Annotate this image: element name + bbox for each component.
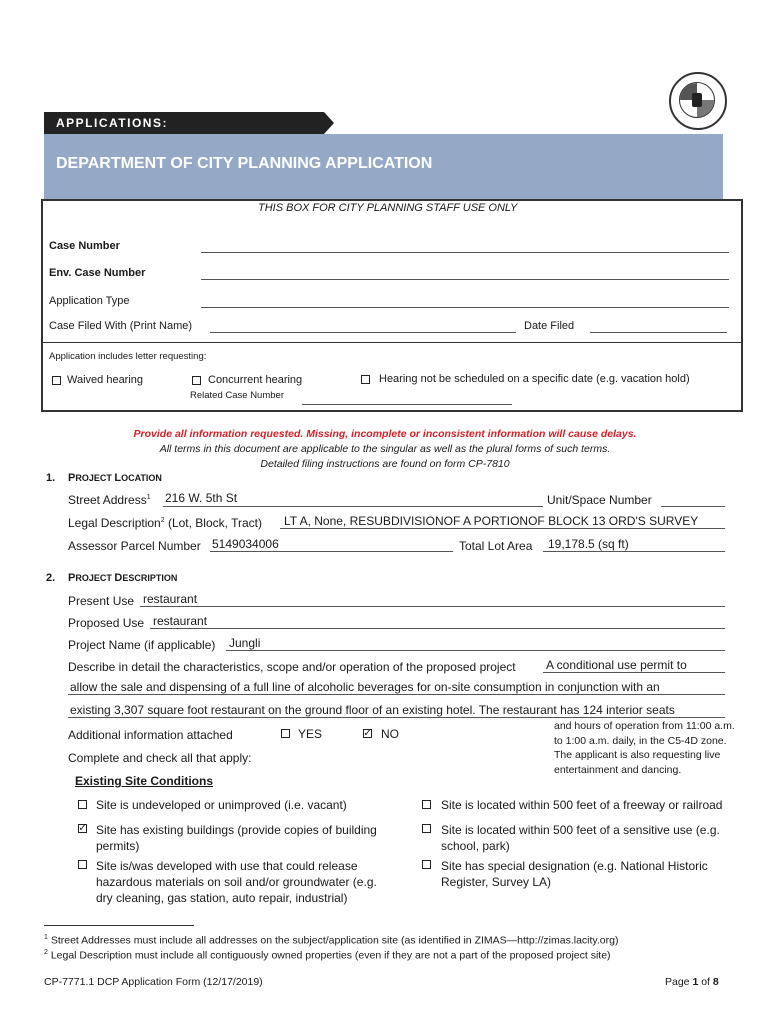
- apn-field: [210, 551, 453, 552]
- unit-space-label: Unit/Space Number: [547, 493, 652, 507]
- footnote-divider: [44, 925, 194, 926]
- env-case-number-label: Env. Case Number: [49, 267, 146, 279]
- street-address-field: [163, 506, 543, 507]
- waived-hearing-label: Waived hearing: [67, 374, 144, 386]
- case-number-label: Case Number: [49, 240, 120, 252]
- describe-field-2: [68, 694, 725, 695]
- describe-line-2[interactable]: allow the sale and dispensing of a full line of alcoholic beverages for on-site consumption in conjunction with an: [70, 680, 660, 694]
- condition-checkbox[interactable]: [422, 824, 431, 833]
- page-number: Page 1 of 8: [665, 976, 719, 988]
- instructions-notice: Detailed filing instructions are found on form CP-7810: [260, 458, 510, 470]
- case-filed-with-field[interactable]: [210, 332, 516, 333]
- unit-space-field[interactable]: [661, 506, 725, 507]
- case-filed-with-label: Case Filed With (Print Name): [49, 320, 193, 332]
- street-address-label: Street Address$^1$: [68, 493, 151, 507]
- present-use-label: Present Use: [68, 594, 135, 608]
- concurrent-hearing-checkbox[interactable]: [192, 376, 201, 385]
- condition-freeway: Site is located within 500 feet of a freeway or railroad: [441, 798, 723, 812]
- project-name-field: [226, 650, 725, 651]
- footnote-2: $^2$ Legal Description must include all contiguously owned properties (even if they are not a part of the proposed project site): [44, 949, 611, 962]
- date-filed-field[interactable]: [590, 332, 727, 333]
- proposed-use-label: Proposed Use: [68, 616, 145, 630]
- street-address-value[interactable]: 216 W. 5th St: [165, 491, 238, 505]
- legal-description-field: [280, 528, 725, 529]
- describe-label: Describe in detail the characteristics, scope and/or operation of the proposed project: [68, 660, 516, 674]
- lot-area-value[interactable]: 19,178.5 (sq ft): [548, 537, 629, 551]
- city-seal-icon: [669, 72, 727, 130]
- describe-line-3[interactable]: existing 3,307 square foot restaurant on the ground floor of an existing hotel. The restaurant has 124 interior seats: [70, 703, 675, 717]
- complete-check-label: Complete and check all that apply:: [68, 751, 252, 765]
- concurrent-hearing-label: Concurrent hearing: [208, 374, 303, 386]
- describe-line-1[interactable]: A conditional use permit to: [546, 658, 687, 672]
- additional-info-no-checkbox[interactable]: [363, 729, 372, 738]
- warning-notice: Provide all information requested. Missing, incomplete or inconsistent information will cause delays.: [133, 428, 637, 440]
- describe-overflow: and hours of operation from 11:00 a.m. to 1:00 a.m. daily, in the C5-4D zone. The applicant is also requesting live entertainment and dancing.: [554, 720, 735, 776]
- application-type-label: Application Type: [49, 295, 130, 307]
- section-1-number: 1.: [46, 472, 56, 484]
- terms-notice: All terms in this document are applicable to the singular as well as the plural forms of such terms.: [159, 443, 611, 455]
- present-use-field: [140, 606, 725, 607]
- condition-hazardous: Site is/was developed with use that could release hazardous materials on soil and/or groundwater (e.g. dry cleaning, gas station, auto repair, industrial): [96, 859, 377, 905]
- case-number-field[interactable]: [201, 252, 729, 253]
- section-1-title: PROJECT LOCATION: [68, 472, 162, 484]
- condition-checkbox[interactable]: [78, 800, 87, 809]
- related-case-number-label: Related Case Number: [190, 390, 284, 401]
- condition-undeveloped: Site is undeveloped or unimproved (i.e. vacant): [96, 798, 347, 812]
- checkmark-icon: ✓: [78, 823, 87, 834]
- section-2-title: PROJECT DESCRIPTION: [68, 572, 178, 584]
- page-title: DEPARTMENT OF CITY PLANNING APPLICATION: [56, 155, 433, 172]
- additional-info-label: Additional information attached: [68, 728, 233, 742]
- env-case-number-field[interactable]: [201, 279, 729, 280]
- project-name-value[interactable]: Jungli: [229, 636, 261, 650]
- no-label: NO: [381, 727, 399, 741]
- proposed-use-value[interactable]: restaurant: [153, 614, 208, 628]
- staff-box-heading: THIS BOX FOR CITY PLANNING STAFF USE ONLY: [258, 202, 518, 214]
- yes-label: YES: [298, 727, 323, 741]
- waived-hearing-checkbox[interactable]: [52, 376, 61, 385]
- date-filed-label: Date Filed: [524, 320, 575, 332]
- condition-checkbox[interactable]: [78, 824, 87, 833]
- lot-area-field: [543, 551, 725, 552]
- describe-field-1: [543, 672, 725, 673]
- staff-box-divider: [43, 342, 741, 343]
- checkmark-icon: ✓: [363, 728, 372, 739]
- hearing-not-scheduled-checkbox[interactable]: [361, 375, 370, 384]
- describe-field-3: [68, 717, 725, 718]
- apn-value[interactable]: 5149034006: [212, 537, 279, 551]
- condition-checkbox[interactable]: [422, 800, 431, 809]
- condition-special-designation: Site has special designation (e.g. National Historic Register, Survey LA): [441, 859, 708, 889]
- existing-conditions-heading: Existing Site Conditions: [75, 774, 214, 788]
- footnote-1: $^1$ Street Addresses must include all addresses on the subject/application site (as identified in ZIMAS—http://zimas.lacity.org): [44, 934, 619, 947]
- additional-info-yes-checkbox[interactable]: [281, 729, 290, 738]
- form-id: CP-7771.1 DCP Application Form (12/17/2019): [44, 976, 263, 988]
- application-type-field[interactable]: [201, 307, 729, 308]
- apn-label: Assessor Parcel Number: [68, 539, 201, 553]
- project-name-label: Project Name (if applicable): [68, 638, 216, 652]
- section-2-number: 2.: [46, 572, 56, 584]
- condition-checkbox[interactable]: [78, 860, 87, 869]
- condition-existing-buildings: Site has existing buildings (provide copies of building permits): [96, 823, 377, 853]
- proposed-use-field: [150, 628, 725, 629]
- letter-requesting-label: Application includes letter requesting:: [49, 351, 207, 362]
- condition-checkbox[interactable]: [422, 860, 431, 869]
- present-use-value[interactable]: restaurant: [143, 592, 198, 606]
- banner-label: APPLICATIONS:: [56, 116, 168, 130]
- legal-description-label: Legal Description$^2$ (Lot, Block, Tract): [68, 516, 262, 530]
- condition-sensitive-use: Site is located within 500 feet of a sensitive use (e.g. school, park): [441, 823, 720, 853]
- hearing-not-scheduled-label: Hearing not be scheduled on a specific date (e.g. vacation hold): [379, 373, 690, 385]
- related-case-number-field[interactable]: [302, 404, 512, 405]
- lot-area-label: Total Lot Area: [459, 539, 533, 553]
- legal-description-value[interactable]: LT A, None, RESUBDIVISIONOF A PORTIONOF BLOCK 13 ORD'S SURVEY: [284, 514, 699, 528]
